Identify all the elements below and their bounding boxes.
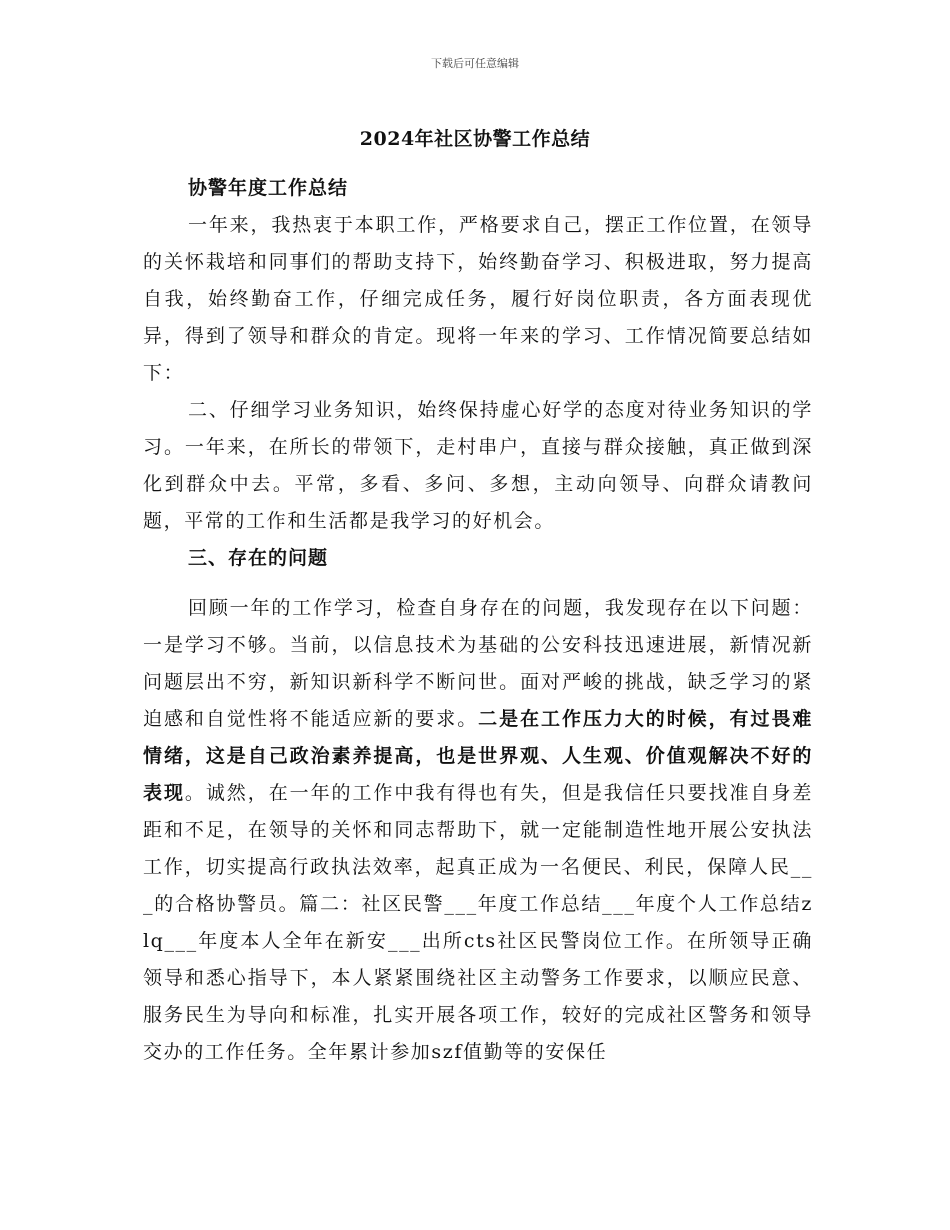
paragraph-problems-text-1: 回顾一年的工作学习，检查自身存在的问题，我发现存在以下问题：一是学习不够。当前，以信息技术为基础的公安科技迅速进展，新情况新问题层出不穷，新知识新科学不断问世。面对严峻的挑战，缺乏学习的紧迫感和自觉性将不能适应新的要求。 (143, 597, 813, 730)
section-heading-problems: 三、存在的问题 (188, 547, 329, 569)
paragraph-study: 二、仔细学习业务知识，始终保持虚心好学的态度对待业务知识的学习。一年来，在所长的带领下，走村串户，直接与群众接触，真正做到深化到群众中去。平常，多看、多问、多想，主动向领导、向群众请教问题，平常的工作和生活都是我学习的好机会。 (143, 399, 813, 532)
header-note: 下载后可任意编辑 (431, 57, 519, 70)
paragraph-problems-bold-text: 二是在工作压力大的时候，有过畏难情绪，这是自己政治素养提高，也是世界观、人生观、价值观解决不好的表现 (143, 708, 813, 804)
paragraph-intro: 一年来，我热衷于本职工作，严格要求自己，摆正工作位置，在领导的关怀栽培和同事们的帮助支持下，始终勤奋学习、积极进取，努力提高自我，始终勤奋工作，仔细完成任务，履行好岗位职责，各方面表现优异，得到了领导和群众的肯定。现将一年来的学习、工作情况简要总结如下： (143, 214, 813, 384)
paragraph-problems (143, 590, 813, 1071)
document-title: 2024年社区协警工作总结 (359, 128, 591, 150)
section-heading-annual-summary: 协警年度工作总结 (188, 177, 349, 199)
document-body (143, 170, 813, 1071)
paragraph-problems-text-2: 。诚然，在一年的工作中我有得也有失，但是我信任只要找准自身差距和不足，在领导的关怀和同志帮助下，就一定能制造性地开展公安执法工作，切实提高行政执法效率，起真正成为一名便民、利民，保障人民___的合格协警员。篇二：社区民警___年度工作总结___年度个人工作总结zlq___年度本人全年在新安___出所cts社区民警岗位工作。在所领导正确领导和悉心指导下，本人紧紧围绕社区主动警务工作要求，以顺应民意、服务民生为导向和标准，扎实开展各项工作，较好的完成社区警务和领导交办的工作任务。全年累计参加szf值勤等的安保任 (143, 782, 813, 1063)
spacer (143, 577, 813, 590)
